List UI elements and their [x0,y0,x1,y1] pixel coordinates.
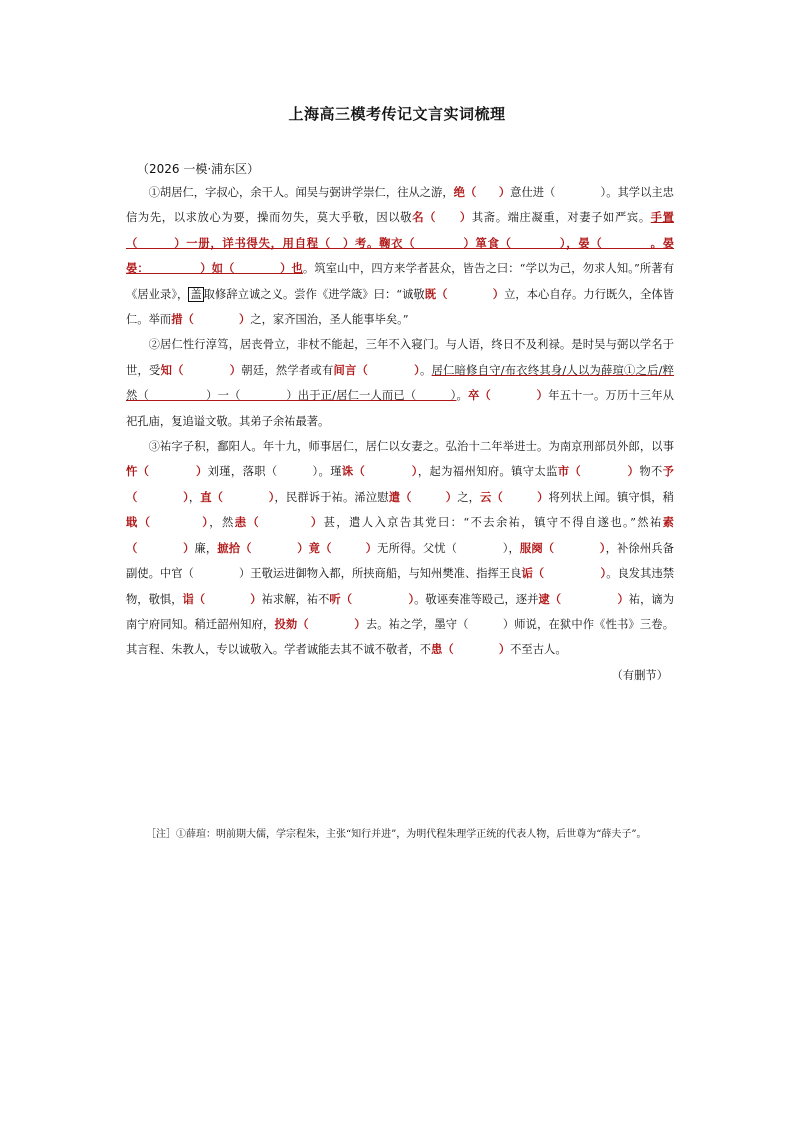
text-run: ，民群诉于祐。浠泣慰 [274,490,389,504]
keyword-blank: 恚（ ） [234,515,324,530]
text-run: ③祐字子积，鄱阳人。年十九，师事居仁，居仁以女妻之。弘治十二年举进士。为南京刑部员外郎，以事 [148,440,674,454]
keyword-blank: 忤（ ） [126,464,208,479]
keyword-blank: 市（ ） [557,464,640,479]
text-run: 祐求解，祐不 [261,592,330,606]
keyword-blank: 直（ ） [200,489,275,504]
underlined-keyword-sentence: 手置（ ）一册，详书得失，用自程（ ）考。鞠衣（ ）箪食（ ），晏（ 。晏晏： ）如（ ）也 [126,210,674,276]
text-run: 取修辞立诚之义。尝作《进学箴》曰：“诚敬 [203,287,425,301]
abridged-note: （有删节） [611,668,668,682]
keyword-blank: 知（ ） [160,362,242,377]
keyword-blank: 诛（ ） [341,464,418,479]
text-run: 廉， [194,541,218,555]
keyword-blank: 逮（ ） [538,591,629,606]
text-run: ②居仁性行淳笃，居丧骨立，非杖不能起，三年不入寝门。与人语，终日不及利禄。是时吴与弼以学名于世，受 [126,338,674,377]
text-run: 其斋。端庄凝重，对妻子如严宾。 [471,211,651,225]
text-run: 去。祐之学，墨守（ ）师说，在狱中作《性书》三卷。其言程、朱教人，专以诚敬入。学者诚能去其不诚不敬者，不 [126,617,674,657]
keyword-blank: 服阕（ ） [519,540,606,555]
keyword-blank: 素（ ） [126,515,674,555]
text-run: 祐，谪为南宁府同知。稍迁韶州知府， [126,592,674,631]
text-run: 朝廷，然学者或有 [241,363,334,377]
keyword-blank: 听（ ） [329,591,415,606]
passage-body [126,180,674,688]
exam-source: （2026 一模·浦东区） [137,162,260,176]
keyword-blank: 摭拾（ ）竟（ ） [217,540,378,555]
keyword-blank: 名（ ） [412,210,472,225]
text-run: 无所得。父忧（ ）， [377,541,520,555]
text-run: ， [188,490,201,504]
text-run: ，然 [209,516,235,530]
keyword-blank: 卒（ ） [467,388,549,403]
text-run: 意仕进（ ）。其学以主忠信为先，以求放心为要，操而勿失，莫大乎敬，因以敬 [126,186,674,225]
text-run: 将列状上闻。镇守惧，稍 [548,490,674,504]
keyword-blank: 投劾（ ） [274,616,366,631]
text-run: 不至古人。 [510,643,567,657]
keyword-blank: 诟（ ） [521,566,607,581]
document-title: 上海高三模考传记文言实词梳理 [288,105,506,123]
text-run: 立，本心自存。力行既久，全体皆仁。举而 [126,287,674,327]
footnote: ［注］①薛瑄：明前期大儒，学宗程朱，主张“知行并进”，为明代程朱理学正统的代表人物，后世尊为“薛夫子”。 [146,829,647,840]
keyword-blank: 遣（ ） [388,489,458,504]
text-run: 年五十一。万历十三年从祀孔庙，复追谥文敬。其弟子余祐最著。 [126,389,674,428]
paragraph-2 [126,332,674,434]
text-run: 。 [456,389,468,403]
keyword-blank: 措（ ） [171,312,251,327]
boxed-character: 盖 [190,287,202,301]
text-run: 。敬诬奏准等殴己，逐并 [414,592,539,606]
underlined-punctuation-sentence: 居仁暗修自守/布衣终其身/人以为薛瑄①之后/粹然（ ）一（ ）出于正/居仁一人而已（ ） [126,363,674,403]
text-run: 。良发其违禁物，敬惧， [126,567,674,606]
text-run: 甚，遣人入京告其党曰：“不去余祐，镇守不得自遂也。”然祐 [323,516,663,530]
text-run: ①胡居仁，字叔心，余干人。闻吴与弼讲学崇仁，往从之游， [148,186,454,199]
keyword-blank: 既（ ） [424,286,505,301]
paragraph-1 [126,180,674,332]
text-run: 刘瑾，落职（ ）。瑾 [207,465,342,479]
paragraph-3 [126,434,674,663]
text-run: 。筑室山中，四方来学者甚众，皆告之曰：“学以为己，勿求人知。”所著有《居业录》， [126,262,675,301]
text-run: 之，家齐国治，圣人能事毕矣。” [250,313,409,327]
text-run: 物不 [639,465,663,479]
text-run: ，起为福州知府。镇守太监 [417,465,558,479]
text-run: 之， [457,490,481,504]
keyword-blank: 云（ ） [480,489,549,504]
keyword-blank: 诣（ ） [182,591,262,606]
keyword-blank: 戢（ ） [126,515,210,530]
text-run: 。 [420,363,432,377]
keyword-blank: 间言（ ） [333,362,421,377]
keyword-blank: 绝（ ） [453,185,511,199]
keyword-blank: 患（ ） [431,642,511,657]
text-run: ，补徐州兵备副使。中官（ ）王敬运进御物入都，所挟商船，与知州樊准、指挥王良 [126,541,674,581]
keyword-blank: 予（ ） [126,464,674,504]
